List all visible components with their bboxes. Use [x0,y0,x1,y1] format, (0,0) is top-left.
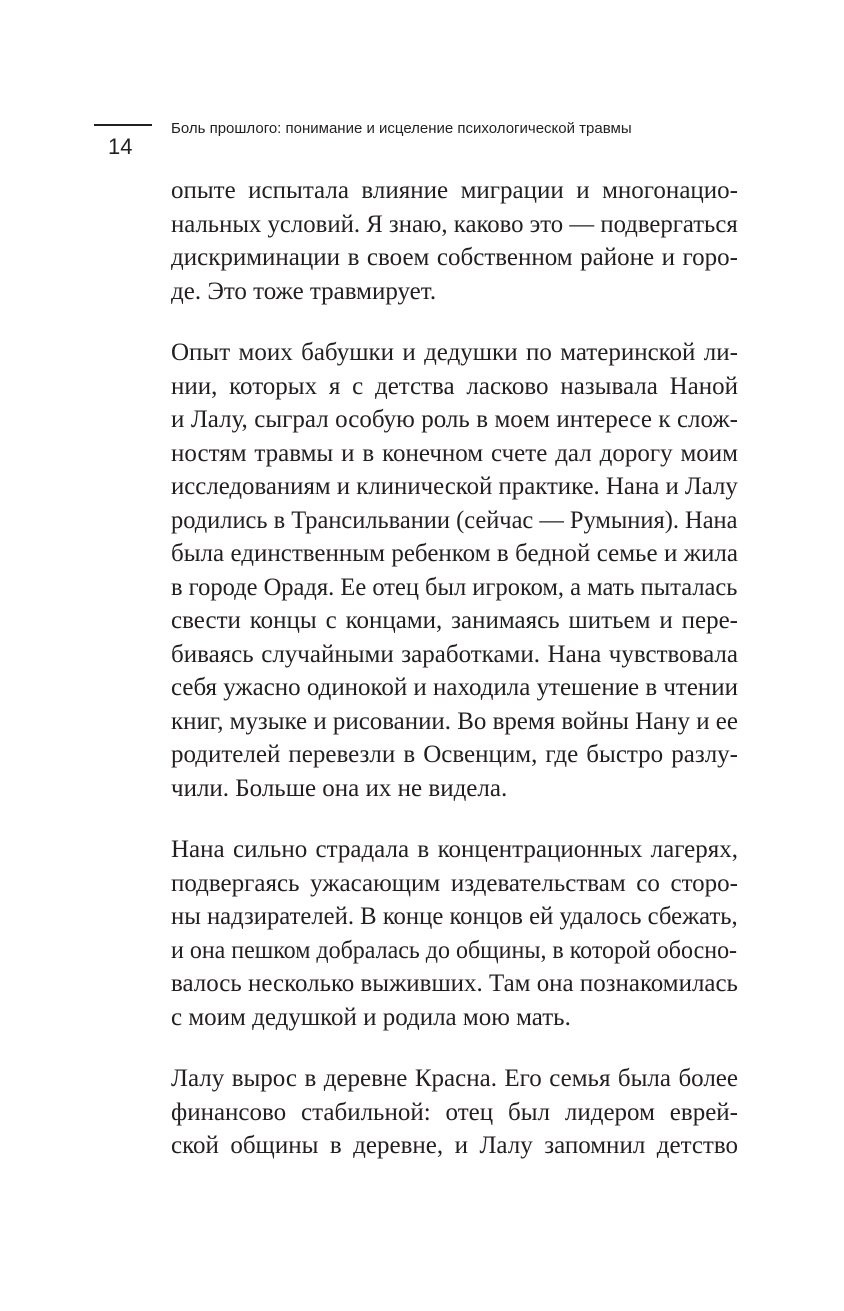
text-line: де. Это тоже травмирует. [171,277,437,305]
text-line: книг, музыке и рисовании. Во время войны Нану и ее [171,707,738,735]
text-line: себя ужасно одинокой и находила утешение в чтении [171,674,738,701]
page-number: 14 [108,134,133,159]
text-line: свести концы с концами, занимаясь шитьем и пере- [171,607,738,634]
text-line: в городе Орадя. Ее отец был игроком, а мать пыталась [171,573,738,601]
text-line: опыте испытала влияние миграции и многонацио- [171,177,738,204]
paragraph [171,174,738,308]
running-title: Боль прошлого: понимание и исцеление психологической травмы [171,120,632,137]
body-text [171,174,738,1163]
text-line: дискриминации в своем собственном районе и горо- [171,244,738,271]
text-line: нии, которых я с детства ласково называла Наной [171,372,738,400]
text-line: с моим дедушкой и родила мою мать. [171,1003,571,1031]
text-line: биваясь случайными заработками. Нана чувствовала [171,640,738,668]
text-line: была единственным ребенком в бедной семье и жила [171,540,738,567]
text-line: Лалу вырос в деревне Красна. Его семья была более [171,1065,738,1092]
paragraph [171,336,738,805]
header-rule [94,124,152,126]
text-line: ской общины в деревне, и Лалу запомнил детство [171,1132,738,1159]
paragraph [171,1062,738,1163]
text-line: Нана сильно страдала в концентрационных лагерях, [171,836,738,863]
text-line: нальных условий. Я знаю, каково это — подвергаться [171,210,738,238]
text-line: и она пешком добралась до общины, в которой обосно- [171,936,738,964]
text-line: ны надзирателей. В конце концов ей удалось сбежать, [171,903,738,930]
text-line: и Лалу, сыграл особую роль в моем интересе к слож- [171,406,738,433]
text-line: подвергаясь ужасающим издевательствам со сторо- [171,869,738,897]
text-line: исследованиям и клинической практике. Нана и Лалу [171,473,738,500]
text-line: ностям травмы и в конечном счете дал дорогу моим [171,439,738,467]
text-line: родителей перевезли в Освенцим, где быстро разлу- [171,741,738,768]
text-line: чили. Больше она их не видела. [171,774,508,802]
paragraph [171,833,738,1034]
text-line: валось несколько выживших. Там она познакомилась [171,970,738,997]
text-line: Опыт моих бабушки и дедушки по материнской ли- [171,339,738,366]
text-line: родились в Трансильвании (сейчас — Румыния). Нана [171,506,738,534]
text-line: финансово стабильной: отец был лидером еврей- [171,1098,738,1126]
